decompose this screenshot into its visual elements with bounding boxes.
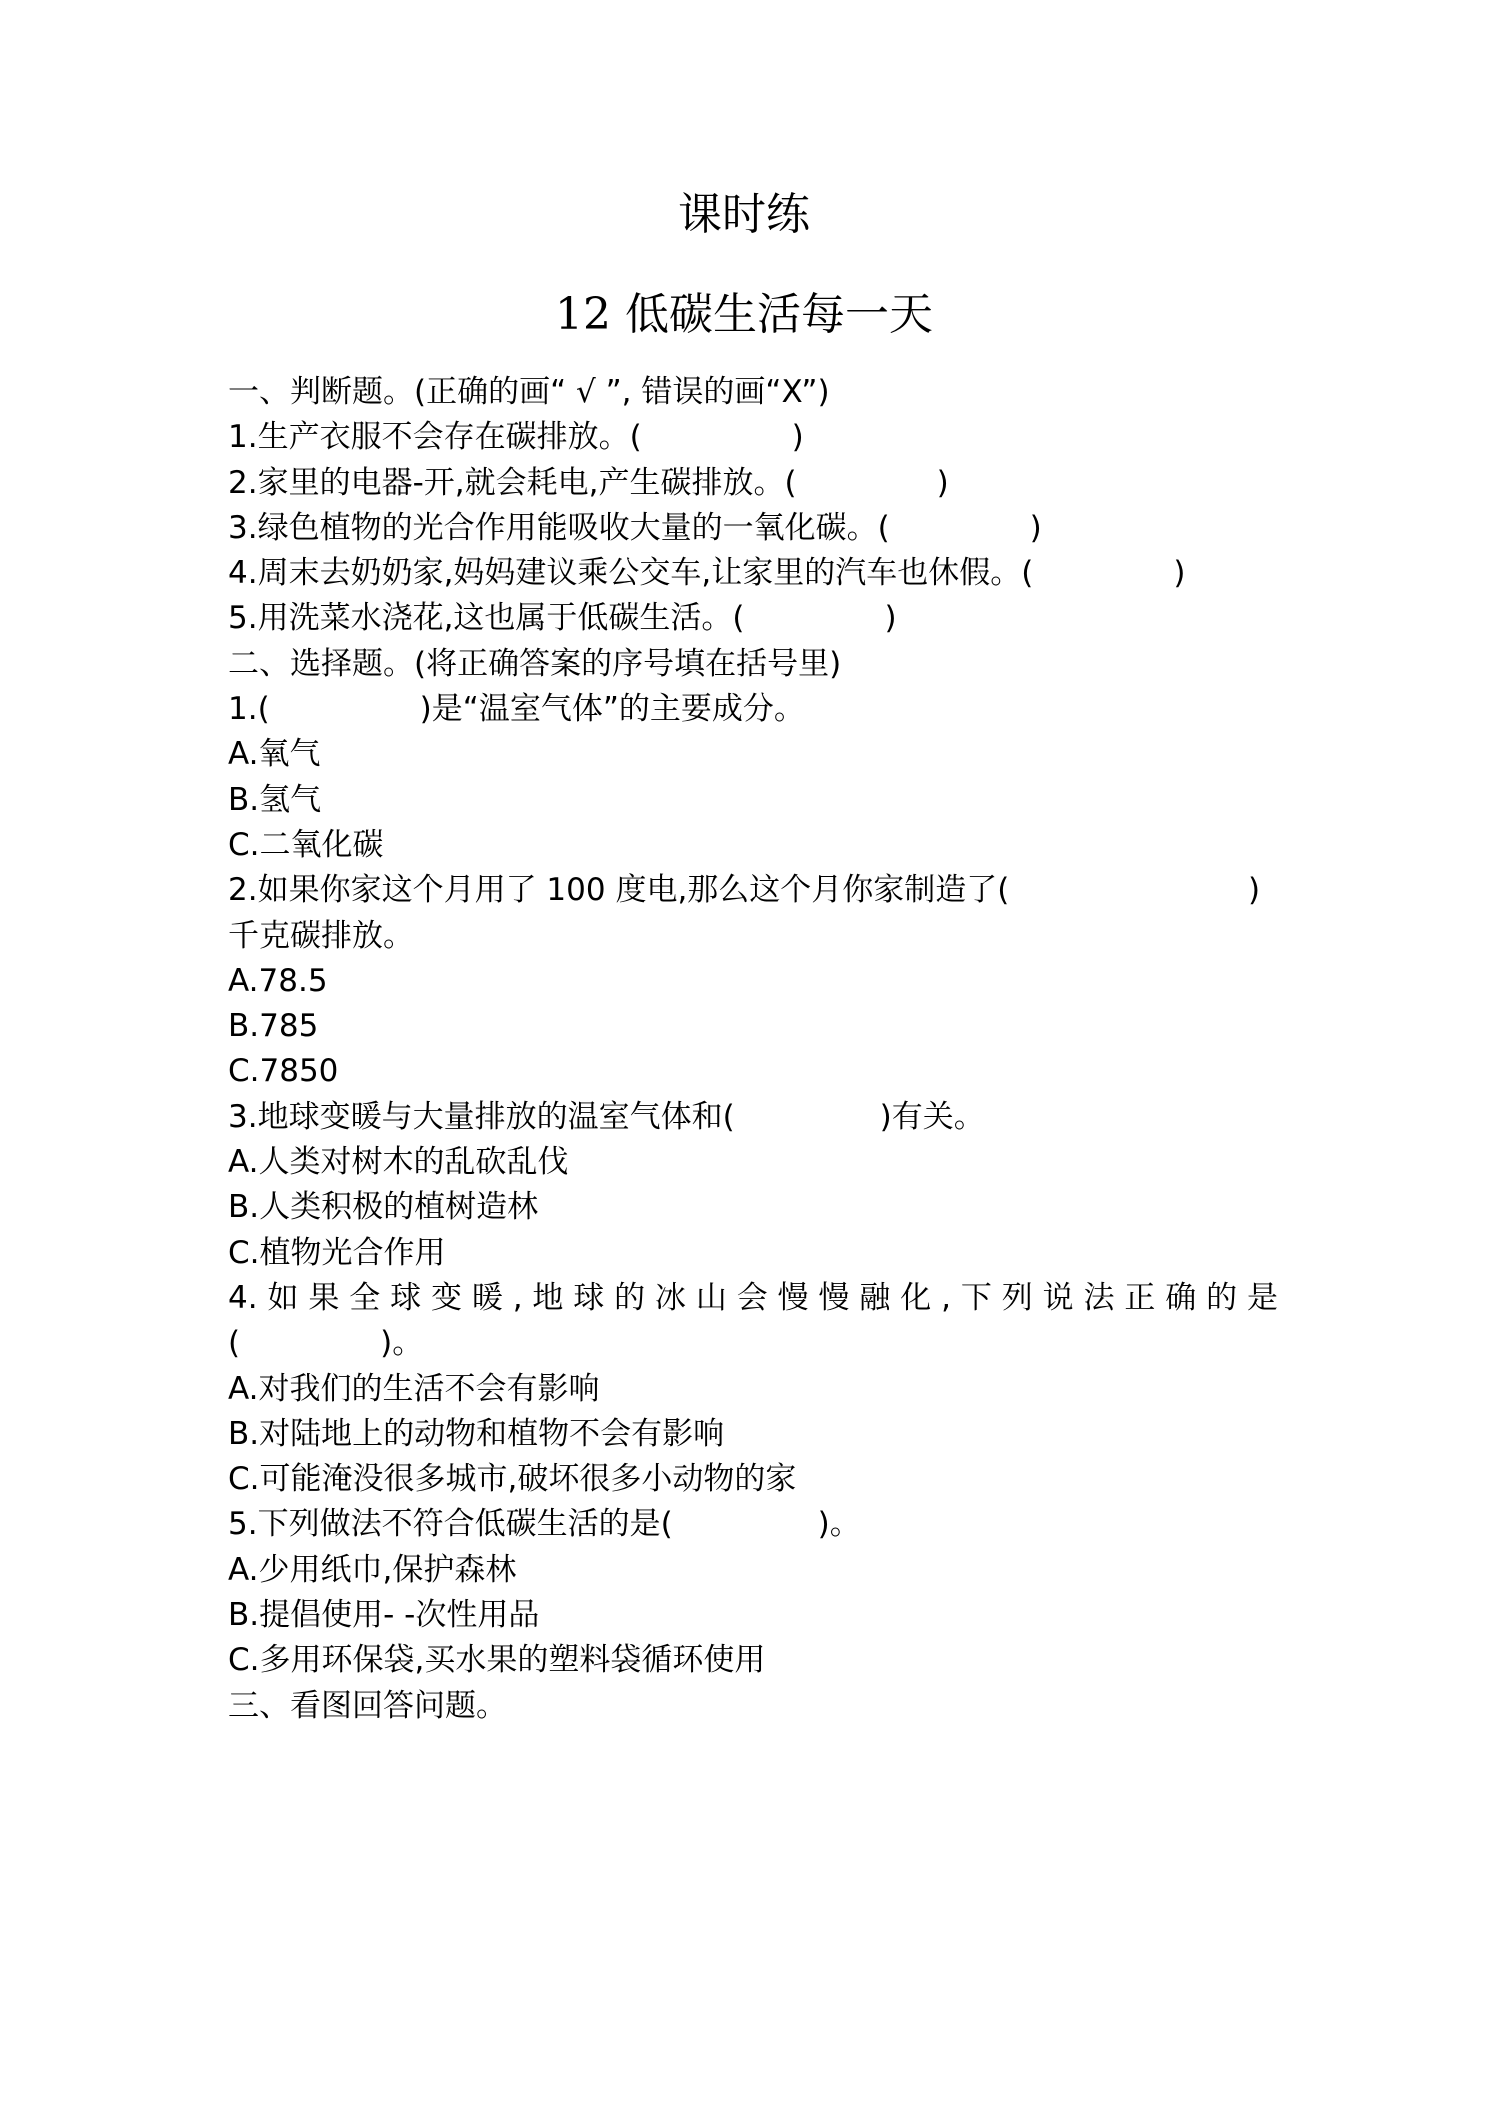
question-text: 4.周末去奶奶家,妈妈建议乘公交车,让家里的汽车也休假。( (228, 555, 1034, 592)
judgement-item-3 (228, 506, 1278, 551)
blank-close: ) (884, 600, 897, 637)
option-b: B.提倡使用- -次性用品 (228, 1597, 540, 1634)
blank-close: ) (936, 464, 949, 501)
blank-open: 1.( (228, 691, 270, 728)
blank-close: ) (1029, 509, 1042, 546)
section-heading-judgement: 一、判断题。(正确的画“ √ ”, 错误的画“X”) (228, 374, 830, 410)
option-c: C.可能淹没很多城市,破坏很多小动物的家 (228, 1461, 797, 1498)
lesson-title: 12 低碳生活每一天 (555, 289, 933, 340)
option-b: B.对陆地上的动物和植物不会有影响 (228, 1415, 725, 1452)
option-a: A.对我们的生活不会有影响 (228, 1370, 600, 1407)
worksheet-body (228, 370, 1278, 1729)
judgement-item-2 (228, 461, 1278, 506)
judgement-item-1 (228, 415, 1278, 460)
question-text: 2.家里的电器-开,就会耗电,产生碳排放。( (228, 464, 797, 501)
page-title: 课时练 (678, 189, 810, 240)
question-text-end: )有关。 (879, 1098, 985, 1135)
option-b: B.氢气 (228, 781, 322, 818)
blank-close: ) (1173, 555, 1186, 592)
question-text: 1.生产衣服不会存在碳排放。( (228, 419, 642, 456)
judgement-item-4 (228, 551, 1278, 596)
question-text: 5.用洗菜水浇花,这也属于低碳生活。( (228, 600, 745, 637)
blank-close: ) (791, 419, 804, 456)
choice-question-3 (228, 1095, 1278, 1140)
option-b: B.人类积极的植树造林 (228, 1189, 539, 1226)
option-b: B.785 (228, 1008, 319, 1045)
blank-open: ( (228, 1325, 241, 1362)
blank-close: ) (1248, 872, 1261, 909)
choice-question-4: 4.如果全球变暖,地球的冰山会慢慢融化,下列说法正确的是 (228, 1279, 1278, 1316)
section-heading-picture: 三、看图回答问题。 (228, 1687, 507, 1724)
option-c: C.7850 (228, 1053, 339, 1090)
choice-question-2 (228, 868, 1278, 913)
option-a: A.78.5 (228, 962, 328, 999)
choice-question-2-cont: 千克碳排放。 (228, 917, 414, 954)
question-text: 5.下列做法不符合低碳生活的是( (228, 1506, 673, 1543)
blank-close: )。 (817, 1506, 861, 1543)
choice-question-1 (228, 687, 1278, 732)
judgement-item-5 (228, 596, 1278, 641)
option-c: C.植物光合作用 (228, 1234, 446, 1271)
option-a: A.人类对树木的乱砍乱伐 (228, 1144, 569, 1181)
option-c: C.多用环保袋,买水果的塑料袋循环使用 (228, 1642, 766, 1679)
choice-question-5 (228, 1502, 1278, 1547)
question-text: 2.如果你家这个月用了 100 度电,那么这个月你家制造了( (228, 872, 1010, 909)
option-a: A.少用纸巾,保护森林 (228, 1551, 517, 1588)
option-c: C.二氧化碳 (228, 826, 384, 863)
blank-close: )。 (380, 1325, 424, 1362)
question-text: 3.绿色植物的光合作用能吸收大量的一氧化碳。( (228, 509, 890, 546)
option-a: A.氧气 (228, 736, 321, 773)
question-text: 3.地球变暖与大量排放的温室气体和( (228, 1098, 735, 1135)
choice-question-4-cont (228, 1321, 1278, 1366)
question-text: )是“温室气体”的主要成分。 (419, 691, 805, 728)
section-heading-choice: 二、选择题。(将正确答案的序号填在括号里) (228, 645, 842, 682)
